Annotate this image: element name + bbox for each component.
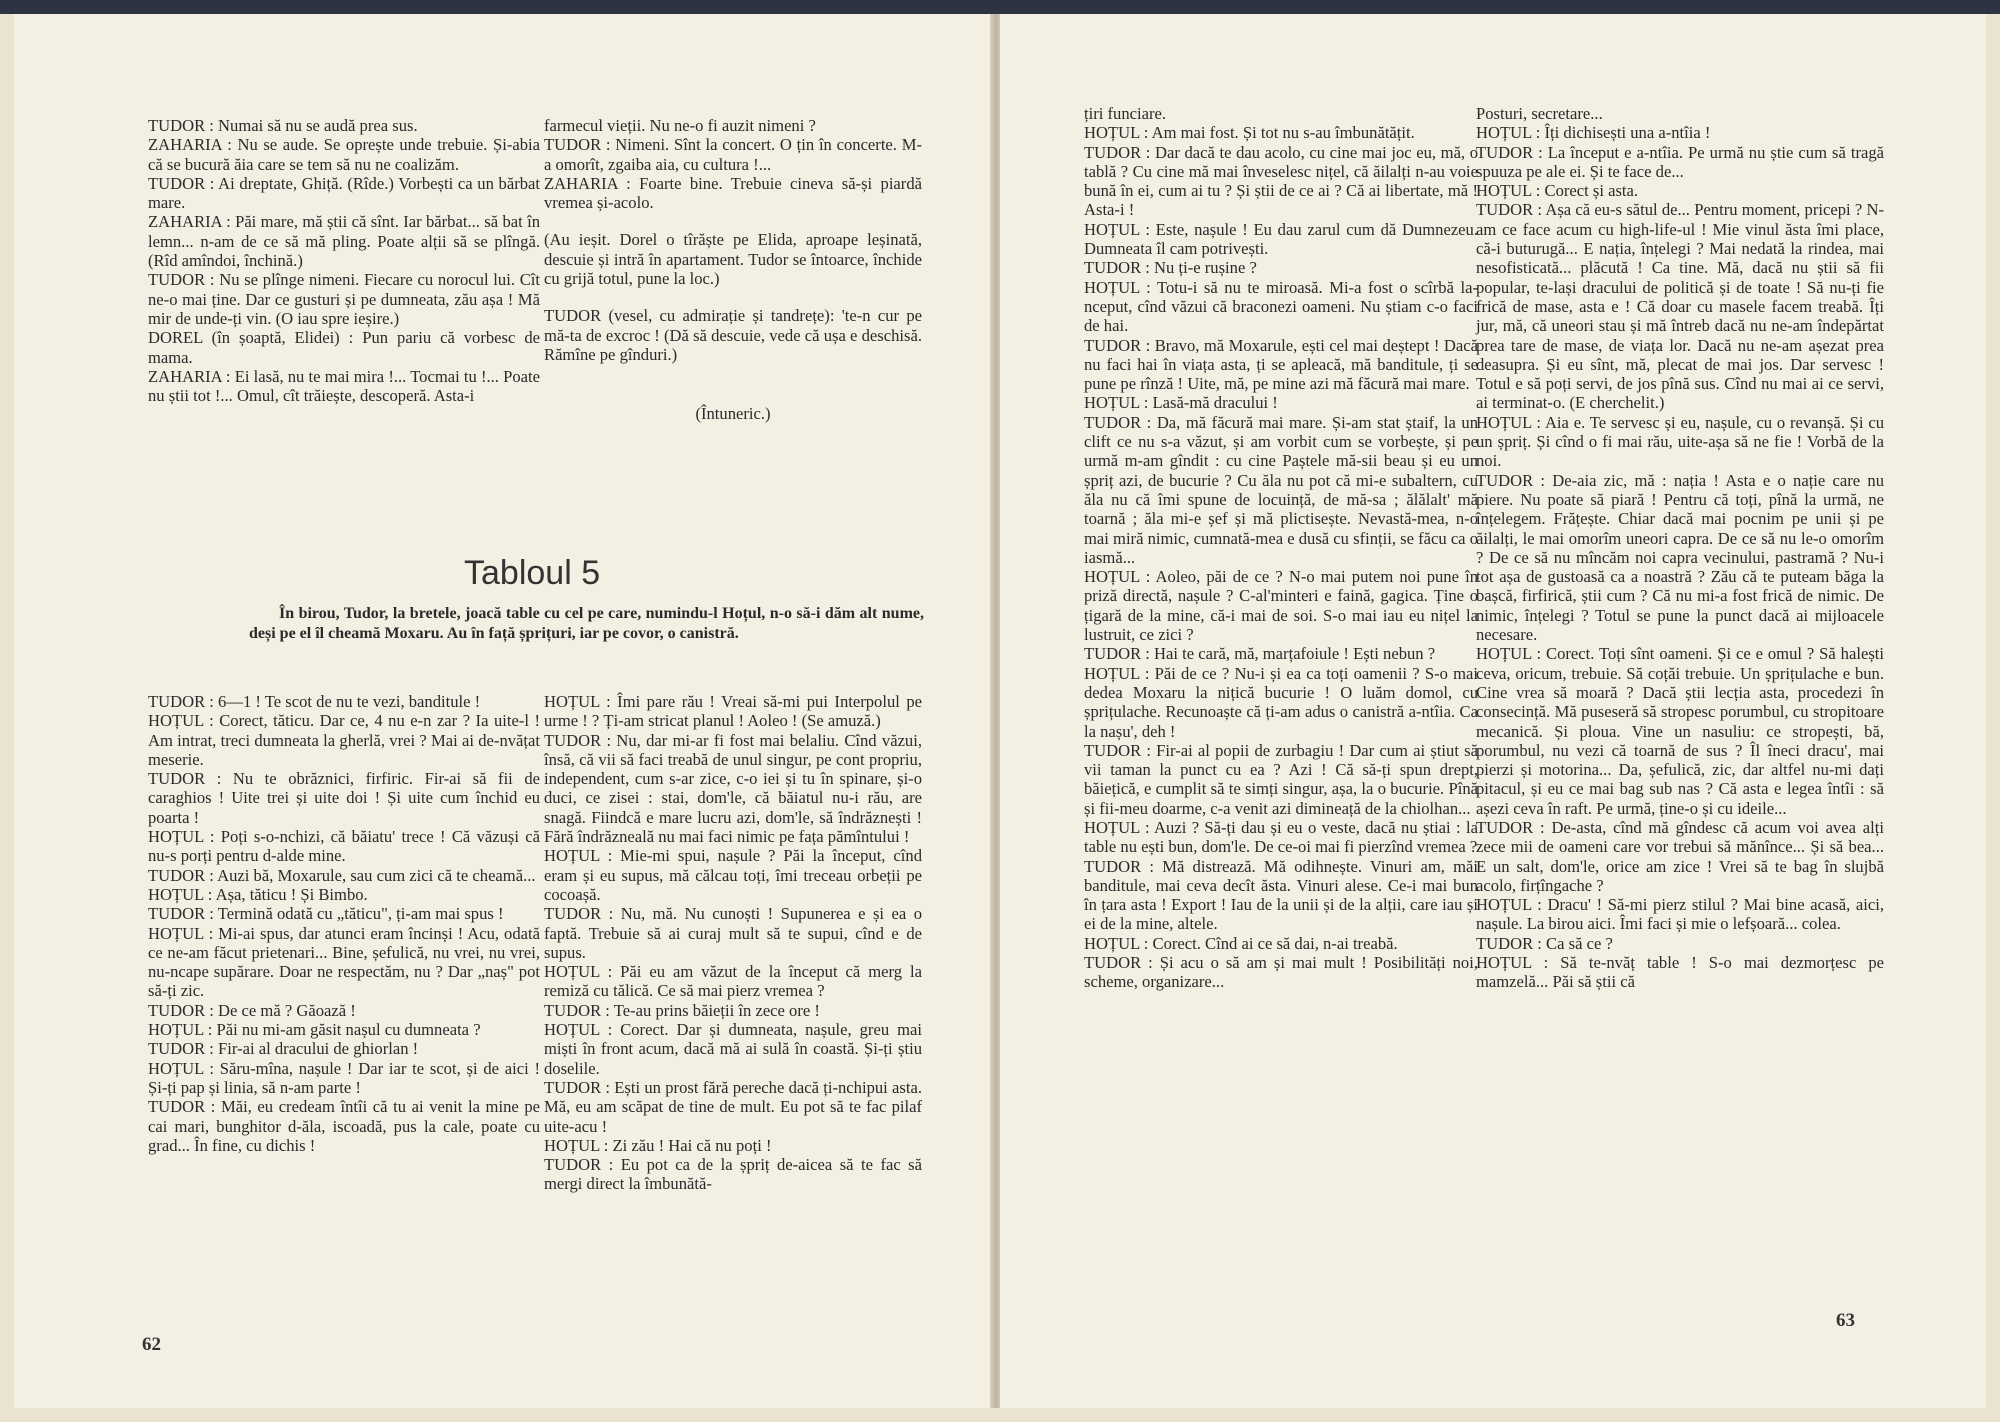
dialogue-paragraph: TUDOR : Hai te cară, mă, marțafoiule ! Ești nebun ? [1084, 644, 1436, 664]
dialogue-paragraph: HOȚUL : Corect. Toți sînt oameni. Și ce e omul ? Să halești ceva, oricum, trebuie. Să coțăi trebuie. Un șprițulache e bun. Cine vrea să moară ? Dacă știi lecția asta, procedezi în consecință. Mă puseseră să stropesc porumbul, cu stropitoare mecanică. Și ploua. Vine un nasuliu: ce stropești, bă, porumbul, nu vezi că toarnă de sus ? Îl îneci dracu', mai pierzi și motorina... Da, șefulică, zic, dar altfel nu-mi dați pitacul, și eu ce mai bag sub nas ? Că asta e legea întîi : să așezi ceva în raft. Pe urmă, ține-o și cu ideile... [1476, 644, 1884, 818]
left-page-column-1 [148, 116, 540, 405]
dialogue-paragraph: (Au ieșit. Dorel o tîrăște pe Elida, aproape leșinată, descuie și intră în apartament. Tudor se întoarce, închide cu grijă totul, pune la loc.) [544, 230, 922, 289]
dialogue-paragraph: HOȚUL : Săru-mîna, nașule ! Dar iar te scot, și de aici ! Și-ți pap și linia, să n-am parte ! [148, 1058, 540, 1097]
dialogue-paragraph: TUDOR : De-aia zic, mă : nația ! Asta e o nație care nu piere. Nu poate să piară ! Pentru că toți, pînă la urmă, ne înțelegem. Frățește. Chiar dacă mai pocnim pe unii și pe ăilalți, le mai omorîm uneori capra. De ce să nu le-o omorîm ? De ce să nu mîncăm noi capra vecinului, pastramă ? Nu-i tot așa de gustoasă ca a noastră ? Zău că te puteam băga la bașcă, firfirică, știi cum ? Că nu mi-a fost frică de nimic. De nimic, înțelegi ? Totul se pune la punct dacă ai mijloacele necesare. [1476, 470, 1884, 645]
dialogue-paragraph: țiri funciare. [1084, 104, 1167, 123]
dialogue-paragraph: HOȚUL : Mi-ai spus, dar atunci eram încinși ! Acu, odată ce ne-am făcut prietenari... Bine, șefulică, nu vrei, nu vrei, nu-ncape supărare. Doar ne respectăm, nu ? Dar „naș" pot să-ți zic. [148, 923, 540, 1001]
dialogue-paragraph: TUDOR : Nu, dar mi-ar fi fost mai belaliu. Cînd văzui, însă, că vii să faci treabă de unul singur, pe cont propriu, independent, cum s-ar zice, c-o iei și tu în spinare, și-o duci, ce zisei : stai, dom'le, că băiatul nu-i rău, are snagă. Fiindcă e mare lucru azi, dom'le, să îndrăznești ! Fără îndrăzneală nu mai faci nimic pe fața pămîntului ! [544, 730, 922, 847]
dialogue-paragraph: TUDOR : Fir-ai al popii de zurbagiu ! Dar cum ai știut să vii taman la punct cu ea ? Azi ! Că să-ți spun drept, băiețică, e cumplit să te simți singur, așa, la o bucurie. Pînă și fii-meu doarme, c-a venit azi dimineață de la chiolhan... [1084, 740, 1478, 818]
dialogue-paragraph: HOȚUL : Poți s-o-nchizi, că băiatu' trece ! Că văzuși că nu-s porți pentru d-alde mine. [148, 827, 540, 866]
dialogue-paragraph: TUDOR : Bravo, mă Moxarule, ești cel mai deștept ! Dacă nu faci hai în viața asta, ți se apleacă, mă banditule, ți se pune pe rînză ! Uite, mă, pe mine azi mă făcură mai mare. [1084, 335, 1478, 394]
dialogue-paragraph: TUDOR : Și acu o să am și mai mult ! Posibilități noi, scheme, organizare... [1084, 953, 1478, 992]
dialogue-paragraph: HOȚUL : Lasă-mă dracului ! [1084, 393, 1278, 413]
dialogue-paragraph: ZAHARIA : Ei lasă, nu te mai mira !... Tocmai tu !... Poate nu știi tot !... Omul, cît trăiește, descoperă. Asta-i [148, 366, 540, 406]
dialogue-paragraph: TUDOR : Nu, mă. Nu cunoști ! Supunerea e și ea o faptă. Trebuie să ai curaj mult să te supui, cînd e de supus. [544, 904, 922, 962]
dialogue-paragraph: HOȚUL : Aia e. Te servesc și eu, nașule, cu o revanșă. Și cu un șpriț. Și cînd o fi mai rău, uite-așa să ne fie ! Vorbă de la noi. [1476, 412, 1884, 471]
dialogue-paragraph: TUDOR : Ca să ce ? [1476, 933, 1613, 953]
dialogue-paragraph: HOȚUL : Păi eu am văzut de la început că merg la remiză cu tălică. Ce să mai pierz vremea ? [544, 962, 922, 1001]
right-page-column-1 [1084, 104, 1478, 992]
dialogue-paragraph: HOȚUL : Așa, tăticu ! Și Bimbo. [148, 884, 368, 904]
dialogue-paragraph: HOȚUL : Păi de ce ? Nu-i și ea ca toți oamenii ? S-o mai dedea Moxaru la nițică bucurie ! O luăm domol, cu șprițulache. Recunoaște că ți-am adus o canistră a-ntîia. Ca la nașu', deh ! [1084, 663, 1478, 741]
right-page [1000, 14, 1986, 1408]
dialogue-paragraph: TUDOR : Ai dreptate, Ghiță. (Rîde.) Vorbești ca un bărbat mare. [148, 173, 540, 213]
dialogue-paragraph: ZAHARIA : Păi mare, mă știi că sînt. Iar bărbat... să bat în lemn... n-am de ce să mă pling. Poate alții să se plîngă. (Rîd amîndoi, închină.) [148, 212, 540, 271]
dialogue-paragraph: TUDOR : Dar dacă te dau acolo, cu cine mai joc eu, mă, o tablă ? Cu cine mă mai înveselesc nițel, că ăilalți n-au voie bună în ei, cum ai tu ? Și știi de ce ai ? Că ai libertate, mă ! Asta-i ! [1084, 142, 1478, 220]
dialogue-paragraph: HOȚUL : Păi nu mi-am găsit nașul cu dumneata ? [148, 1020, 481, 1040]
page-number-right: 63 [1836, 1310, 1855, 1331]
dialogue-paragraph: TUDOR : 6—1 ! Te scot de nu te vezi, banditule ! [148, 692, 481, 711]
left-page-column-3 [148, 692, 540, 1155]
dialogue-paragraph: TUDOR : Te-au prins băieții în zece ore ! [544, 1000, 820, 1020]
dialogue-paragraph: HOȚUL : Corect și asta. [1476, 181, 1639, 201]
dialogue-paragraph: TUDOR : Fir-ai al dracului de ghiorlan ! [148, 1039, 419, 1059]
dialogue-paragraph: HOȚUL : Să te-nvăț table ! S-o mai dezmorțesc pe mamzelă... Păi să știi că [1476, 953, 1884, 992]
dialogue-paragraph: TUDOR : De-asta, cînd mă gîndesc că acum voi avea alți zece mii de oameni care vor trebui să mănînce... Și să bea... E un salt, dom'le, orice am zice ! Vrei să te bag în slujbă acolo, firțîngache ? [1476, 817, 1884, 895]
dialogue-paragraph: TUDOR : Mă distrează. Mă odihnește. Vinuri am, măi banditule, mai ceva decît ăsta. Vinuri alese. Ce-i mai bun în țara asta ! Export ! Iau de la unii și de la alții, care iau și ei de la mine, altele. [1084, 856, 1478, 934]
dialogue-paragraph: HOȚUL : Corect, tăticu. Dar ce, 4 nu e-n zar ? Ia uite-l ! Am intrat, treci dumneata la gherlă, vrei ? Mai ai de-nvățat meserie. [148, 711, 540, 769]
dialogue-paragraph: ZAHARIA : Nu se aude. Se oprește unde trebuie. Și-abia că se bucură ăia care se tem să nu ne coalizăm. [148, 135, 540, 174]
dialogue-paragraph: HOȚUL : Îmi pare rău ! Vreai să-mi pui Interpolul pe urme ! ? Ți-am stricat planul ! Aoleo ! (Se amuză.) [544, 692, 922, 731]
section-title: Tabloul 5 [464, 554, 601, 592]
page-number-left: 62 [142, 1334, 161, 1355]
dialogue-paragraph: TUDOR : Da, mă făcură mai mare. Și-am stat ștaif, la un clift ce nu s-a văzut, și am vorbit cum se vorbește, și pe urmă m-am gîndit : cu cine Paștele mă-sii beau și eu un șpriț azi, de bucurie ? Cu ăla nu pot că mi-e subaltern, cu ăla nu că îmi spune de locuință, de mă-sa ; ălălalt' mă toarnă ; ăla mi-e șef și mă plictisește. Nevastă-mea, n-o mai miră nimic, cumnată-mea e dusă cu sfinții, se făcu ca o iasmă... [1084, 412, 1478, 567]
dialogue-paragraph: DOREL (în șoaptă, Elidei) : Pun pariu că vorbesc de mama. [148, 328, 540, 367]
right-page-column-2 [1476, 104, 1884, 992]
dialogue-paragraph: TUDOR : Eu pot ca de la șpriț de-aicea să te fac să mergi direct la îmbunătă- [544, 1155, 922, 1194]
dialogue-paragraph: TUDOR : Nu ți-e rușine ? [1084, 258, 1257, 278]
dialogue-paragraph: HOȚUL : Aoleo, păi de ce ? N-o mai putem noi pune în priză directă, nașule ? C-al'minteri e faină, gagica. Ține o țigară de la mine, că-i mai de soi. S-o mai iau eu nițel la lustruit, ce zici ? [1084, 567, 1478, 645]
dialogue-paragraph: HOȚUL : Am mai fost. Și tot nu s-au îmbunătățit. [1084, 123, 1415, 143]
left-page [14, 14, 992, 1408]
dialogue-paragraph: HOȚUL : Corect. Dar și dumneata, nașule, greu mai miști în front acum, dacă mă ai sulă în coastă. Și-ți știu doselile. [544, 1020, 922, 1078]
dialogue-paragraph: TUDOR : Ești un prost fără pereche dacă ți-nchipui asta. Mă, eu am scăpat de tine de mult. Eu pot să te fac pilaf uite-acu ! [544, 1077, 922, 1136]
dialogue-paragraph: ZAHARIA : Foarte bine. Trebuie cineva să-și piardă vremea și-acolo. [544, 173, 922, 213]
dialogue-paragraph: TUDOR : Așa că eu-s sătul de... Pentru moment, pricepi ? N-am ce face acum cu high-life-ul ! Mie vinul ăsta îmi place, că-i buturugă... E nația, înțelegi ? Mai nedată la rindea, mai nesofisticată... plăcută ! Ca tine. Mă, dacă nu știi să fii popular, te-lași dracului de politică și de toate ! Să nu-ți fie frică de mase, asta e ! Că doar cu masele facem treabă. Îți jur, mă, că uneori stau și mă întreb dacă nu ne-am îndepărtat prea tare de mase, de viața lor. Dacă nu ne-am așezat prea deasupra. Și eu sînt, mă, plecat de mai jos. Dar servesc ! Totul e să poți servi, de jos pînă sus. Cînd nu mai ai ce servi, ai terminat-o. (E cherchelit.) [1476, 200, 1884, 413]
dialogue-paragraph: HOȚUL : Este, nașule ! Eu dau zarul cum dă Dumnezeu. Dumneata îl cam potrivești. [1084, 219, 1478, 259]
dialogue-paragraph: TUDOR : Nu se plînge nimeni. Fiecare cu norocul lui. Cît ne-o mai ține. Dar ce gusturi și pe dumneata, zău așa ! Mă mir de unde-ți vin. (O iau spre ieșire.) [148, 270, 540, 328]
dialogue-paragraph: TUDOR : De ce mă ? Găoază ! [148, 1000, 356, 1020]
dialogue-paragraph: HOȚUL : Corect. Cînd ai ce să dai, n-ai treabă. [1084, 933, 1398, 953]
dialogue-paragraph: TUDOR : Numai să nu se audă prea sus. [148, 116, 418, 135]
dialogue-paragraph: HOȚUL : Mie-mi spui, nașule ? Păi la început, cînd eram și eu supus, mă călcau toți, îmi treceau orbeții pe cocoașă. [544, 846, 922, 904]
dialogue-paragraph: Posturi, secretare... [1476, 104, 1603, 123]
dialogue-paragraph: HOȚUL : Zi zău ! Hai că nu poți ! [544, 1135, 772, 1155]
dialogue-paragraph: TUDOR : Nimeni. Sînt la concert. O țin în concerte. M-a omorît, zgaiba aia, cu cultura !... [544, 135, 922, 174]
left-page-column-2 [544, 116, 922, 424]
dialogue-paragraph: (Întuneric.) [695, 404, 771, 424]
stage-direction: În birou, Tudor, la bretele, joacă table cu cel pe care, numindu-l Hoțul, n-o să-i dăm alt nume, deși pe el îl cheamă Moxaru. Au în față șprițuri, iar pe covor, o canistră. [249, 605, 924, 642]
dialogue-paragraph: HOȚUL : Îți dichisești una a-ntîia ! [1476, 123, 1711, 143]
dialogue-paragraph: HOȚUL : Auzi ? Să-ți dau și eu o veste, dacă nu știai : la table nu ești bun, dom'le. De ce-oi mai fi pierzînd vremea ? [1084, 817, 1478, 857]
dialogue-paragraph: TUDOR : Nu te obrăznici, firfiric. Fir-ai să fii de caraghios ! Uite trei și uite doi ! Și uite cum închid eu poarta ! [148, 769, 540, 827]
dialogue-paragraph: HOȚUL : Totu-i să nu te miroasă. Mi-a fost o scîrbă la-nceput, cînd văzui că braconezi oameni. Nu știam c-o faci de hai. [1084, 277, 1478, 336]
left-page-column-4 [544, 692, 922, 1194]
dialogue-paragraph: farmecul vieții. Nu ne-o fi auzit nimeni ? [544, 116, 816, 135]
dialogue-paragraph: TUDOR : Termină odată cu „tăticu", ți-am mai spus ! [148, 904, 504, 924]
dialogue-paragraph: TUDOR : La început e a-ntîia. Pe urmă nu știe cum să tragă spuuza pe ale ei. Și te face de... [1476, 142, 1884, 181]
dialogue-paragraph: HOȚUL : Dracu' ! Să-mi pierz stilul ? Mai bine acasă, aici, nașule. La birou aici. Îmi faci și mie o lefșoară... colea. [1476, 895, 1884, 934]
dialogue-paragraph: TUDOR : Măi, eu credeam întîi că tu ai venit la mine pe cai mari, bunghitor d-ăla, iscoadă, pus la cale, poate cu grad... În fine, cu dichis ! [148, 1097, 540, 1155]
dialogue-paragraph: TUDOR : Auzi bă, Moxarule, sau cum zici că te cheamă... [148, 865, 536, 885]
dialogue-paragraph: TUDOR (vesel, cu admirație și tandrețe): 'te-n cur pe mă-ta de excroc ! (Dă să descuie, vede că ușa e deschisă. Rămîne pe gînduri.) [544, 306, 922, 364]
